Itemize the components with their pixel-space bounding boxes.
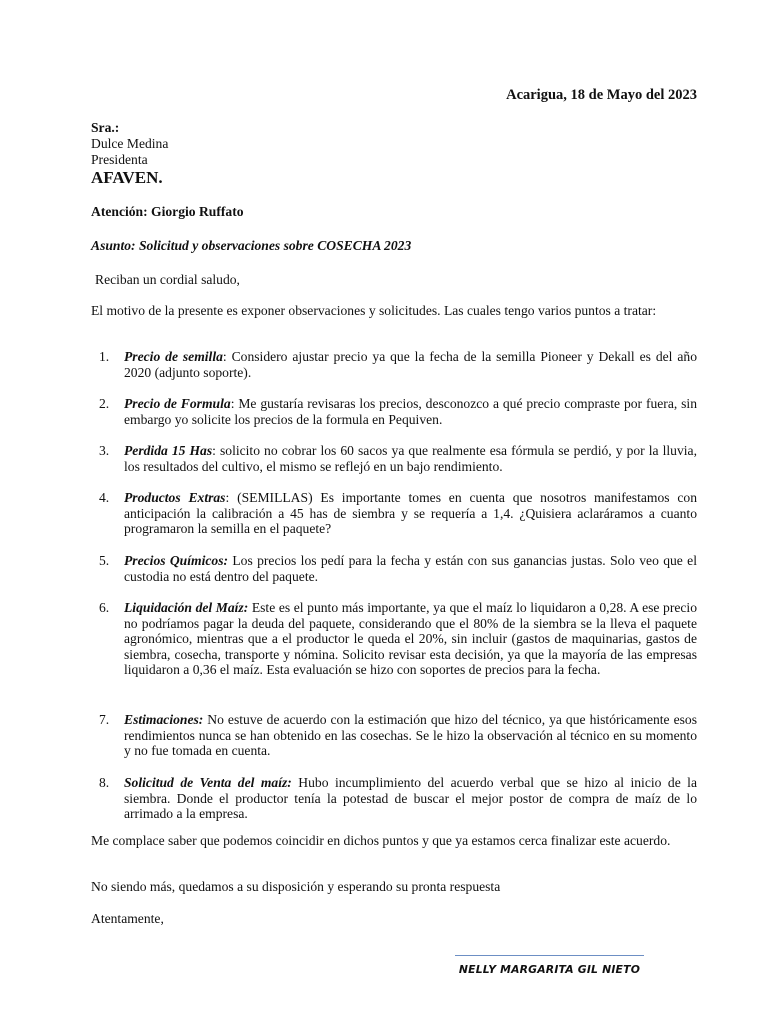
item-text: Hubo incumplimiento del acuerdo verbal que se hizo al inicio de la siembra. Donde el productor tenía la potestad de buscar el mejor postor de compra de maíz de lo arrimado a la empresa. xyxy=(124,775,697,822)
closing-paragraph-2: No siendo más, quedamos a su disposición y esperando su pronta respuesta xyxy=(91,879,501,894)
recipient-organization: AFAVEN. xyxy=(91,168,163,187)
subject-line: Asunto: Solicitud y observaciones sobre COSECHA 2023 xyxy=(91,238,412,253)
item-number: 6. xyxy=(99,600,110,615)
item-text: Los precios los pedí para la fecha y están con sus ganancias justas. Solo veo que el custodia no está dentro del paquete. xyxy=(124,553,697,584)
closing-paragraph: Me complace saber que podemos coincidir en dichos puntos y que ya estamos cerca finalizar este acuerdo. xyxy=(91,833,671,848)
letter-page xyxy=(91,0,697,1024)
item-text: No estuve de acuerdo con la estimación que hizo del técnico, ya que históricamente esos rendimientos nunca se han obtenido en las cosechas. Se le hizo la observación al técnico en su momento y no fue tomada en cuenta. xyxy=(124,712,697,759)
item-label: Precio de Formula xyxy=(124,396,231,411)
greeting: Reciban un cordial saludo, xyxy=(95,272,240,287)
item-number: 7. xyxy=(99,712,110,727)
item-body xyxy=(124,775,697,822)
item-label: Estimaciones: xyxy=(124,712,204,727)
item-number: 5. xyxy=(99,553,110,568)
recipient-salutation: Sra.: xyxy=(91,120,120,135)
item-label: Solicitud de Venta del maíz: xyxy=(124,775,292,790)
item-number: 2. xyxy=(99,396,110,411)
item-body xyxy=(124,712,697,759)
sign-off: Atentamente, xyxy=(91,911,164,926)
item-body xyxy=(124,396,697,427)
signature-line xyxy=(455,955,644,956)
item-number: 1. xyxy=(99,349,110,364)
item-number: 4. xyxy=(99,490,110,505)
item-number: 8. xyxy=(99,775,110,790)
item-body xyxy=(124,349,697,380)
attention-line: Atención: Giorgio Ruffato xyxy=(91,204,244,219)
letter-date: Acarigua, 18 de Mayo del 2023 xyxy=(506,87,697,103)
recipient-name: Dulce Medina xyxy=(91,136,169,151)
item-body xyxy=(124,443,697,474)
item-body xyxy=(124,490,697,537)
item-label: Perdida 15 Has xyxy=(124,443,213,458)
signature-name: NELLY MARGARITA GIL NIETO xyxy=(458,963,641,976)
item-number: 3. xyxy=(99,443,110,458)
item-label: Precios Químicos: xyxy=(124,553,229,568)
item-text: : Me gustaría revisaras los precios, desconozco a qué precio compraste por fuera, sin embargo yo solicite los precios de la formula en Pequiven. xyxy=(124,396,697,427)
recipient-role: Presidenta xyxy=(91,152,148,167)
item-text: : Considero ajustar precio ya que la fecha de la semilla Pioneer y Dekall es del año 2020 (adjunto soporte). xyxy=(124,349,697,380)
item-text: : solicito no cobrar los 60 sacos ya que realmente esa fórmula se perdió, y por la lluvia, los resultados del cultivo, el mismo se reflejó en un bajo rendimiento. xyxy=(124,443,697,474)
item-text: Este es el punto más importante, ya que el maíz lo liquidaron a 0,28. A ese precio no podríamos pagar la deuda del paquete, considerando que el 80% de la siembra se la lleva el paquete agronómico, mientras que a el productor le queda el 20%, sin incluir (gastos de maquinarias, gastos de siembra, cosecha, transporte y nómina. Solicito revisar esta decisión, ya que la mayoría de las empresas liquidaron a 0,36 el maíz. Esta evaluación se hizo con soportes de precios para la fecha. xyxy=(124,600,697,678)
item-label: Liquidación del Maíz: xyxy=(124,600,249,615)
item-body xyxy=(124,553,697,584)
item-body xyxy=(124,600,697,678)
item-text: : (SEMILLAS) Es importante tomes en cuenta que nosotros manifestamos con anticipación la calibración a 45 has de siembra y se requería a 1,4. ¿Quisiera aclaráramos a cuanto programaron la semilla en el paquete? xyxy=(124,490,697,537)
item-label: Productos Extras xyxy=(124,490,226,505)
intro-paragraph: El motivo de la presente es exponer observaciones y solicitudes. Las cuales tengo varios puntos a tratar: xyxy=(91,303,657,318)
item-label: Precio de semilla xyxy=(124,349,223,364)
